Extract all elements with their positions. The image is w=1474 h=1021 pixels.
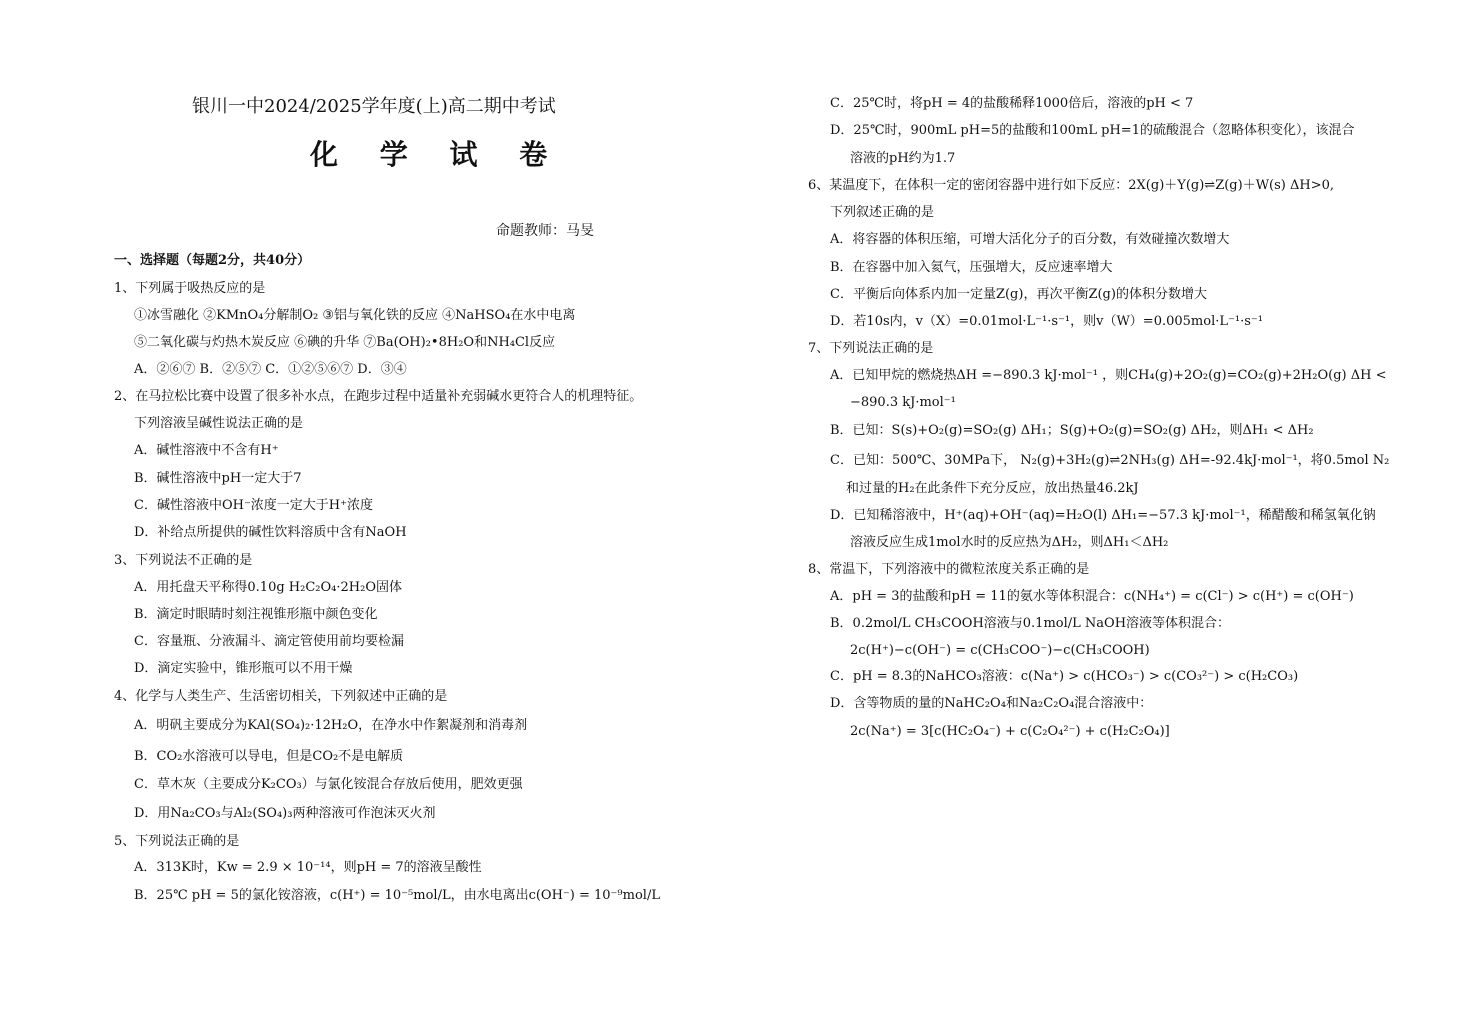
- q2-option-b: B．碱性溶液中pH一定大于7: [134, 471, 302, 486]
- q5-option-d: D．25℃时，900mL pH=5的盐酸和100mL pH=1的硫酸混合（忽略体积变化），该混合: [830, 123, 1355, 138]
- q4-option-d: D．用Na₂CO₃与Al₂(SO₄)₃两种溶液可作泡沫灭火剂: [134, 806, 436, 821]
- q2-stem: 2、在马拉松比赛中设置了很多补水点，在跑步过程中适量补充弱碱水更符合人的机理特征。: [114, 389, 643, 404]
- section-heading: 一、选择题（每题2分，共40分）: [114, 253, 311, 268]
- q6-stem-2: 下列叙述正确的是: [830, 205, 935, 220]
- q8-option-b: B．0.2mol/L CH₃COOH溶液与0.1mol/L NaOH溶液等体积混合：: [830, 616, 1231, 631]
- q5-option-d-cont: 溶液的pH约为1.7: [850, 151, 956, 166]
- q7-option-d: D．已知稀溶液中，H⁺(aq)+OH⁻(aq)=H₂O(l) ΔH₁=−57.3 kJ·mol⁻¹，稀醋酸和稀氢氧化钠: [830, 508, 1376, 523]
- q8-stem: 8、常温下，下列溶液中的微粒浓度关系正确的是: [808, 562, 1090, 577]
- q2-option-c: C．碱性溶液中OH⁻浓度一定大于H⁺浓度: [134, 498, 374, 513]
- q2-option-d: D．补给点所提供的碱性饮料溶质中含有NaOH: [134, 525, 407, 540]
- q7-stem: 7、下列说法正确的是: [808, 341, 934, 356]
- q3-option-d: D．滴定实验中，锥形瓶可以不用干燥: [134, 661, 353, 676]
- q4-option-a: A．明矾主要成分为KAl(SO₄)₂·12H₂O，在净水中作絮凝剂和消毒剂: [134, 718, 528, 733]
- q7-option-a-cont: −890.3 kJ·mol⁻¹: [850, 395, 956, 410]
- q8-option-d-cont: 2c(Na⁺) = 3[c(HC₂O₄⁻) + c(C₂O₄²⁻) + c(H₂C₂O₄)]: [850, 724, 1170, 739]
- q8-option-b-cont: 2c(H⁺)−c(OH⁻) = c(CH₃COO⁻)−c(CH₃COOH): [850, 643, 1150, 658]
- q1-stem: 1、下列属于吸热反应的是: [114, 281, 266, 296]
- q6-option-b: B．在容器中加入氦气，压强增大，反应速率增大: [830, 260, 1113, 275]
- q1-items-1: ①冰雪融化 ②KMnO₄分解制O₂ ③铝与氧化铁的反应 ④NaHSO₄在水中电离: [134, 308, 576, 323]
- subject-title: 化 学 试 卷: [310, 138, 564, 171]
- q8-option-d: D．含等物质的量的NaHC₂O₄和Na₂C₂O₄混合溶液中：: [830, 696, 1153, 711]
- q3-option-b: B．滴定时眼睛时刻注视锥形瓶中颜色变化: [134, 607, 378, 622]
- q6-option-a: A．将容器的体积压缩，可增大活化分子的百分数，有效碰撞次数增大: [830, 232, 1230, 247]
- q4-stem: 4、化学与人类生产、生活密切相关，下列叙述中正确的是: [114, 689, 448, 704]
- q3-option-a: A．用托盘天平称得0.10g H₂C₂O₄·2H₂O固体: [134, 580, 402, 595]
- author-line: 命题教师：马旻: [496, 223, 594, 239]
- q6-option-d: D．若10s内，v（X）=0.01mol·L⁻¹·s⁻¹，则v（W）=0.005mol·L⁻¹·s⁻¹: [830, 314, 1263, 329]
- q2-stem-2: 下列溶液呈碱性说法正确的是: [134, 416, 304, 431]
- q7-option-d-cont: 溶液反应生成1mol水时的反应热为ΔH₂，则ΔH₁＜ΔH₂: [850, 535, 1169, 550]
- q7-option-a: A．已知甲烷的燃烧热ΔH =−890.3 kJ·mol⁻¹ ，则CH₄(g)+2O₂(g)=CO₂(g)+2H₂O(g) ΔH <: [830, 368, 1387, 383]
- q5-option-b: B．25℃ pH = 5的氯化铵溶液，c(H⁺) = 10⁻⁵mol/L，由水电离出c(OH⁻) = 10⁻⁹mol/L: [134, 888, 660, 903]
- q3-option-c: C．容量瓶、分液漏斗、滴定管使用前均要检漏: [134, 634, 404, 649]
- q6-option-c: C．平衡后向体系内加一定量Z(g)，再次平衡Z(g)的体积分数增大: [830, 287, 1207, 302]
- exam-title: 银川一中2024/2025学年度(上)高二期中考试: [192, 96, 556, 117]
- q5-stem: 5、下列说法正确的是: [114, 834, 240, 849]
- q1-items-2: ⑤二氧化碳与灼热木炭反应 ⑥碘的升华 ⑦Ba(OH)₂•8H₂O和NH₄Cl反应: [134, 335, 556, 350]
- q4-option-c: C．草木灰（主要成分K₂CO₃）与氯化铵混合存放后使用，肥效更强: [134, 777, 523, 792]
- q7-option-c: C．已知：500℃、30MPa下， N₂(g)+3H₂(g)⇌2NH₃(g) ΔH=-92.4kJ·mol⁻¹，将0.5mol N₂: [830, 453, 1390, 468]
- q8-option-a: A．pH = 3的盐酸和pH = 11的氨水等体积混合：c(NH₄⁺) = c(Cl⁻) > c(H⁺) = c(OH⁻): [830, 589, 1354, 604]
- q7-option-c-cont: 和过量的H₂在此条件下充分反应，放出热量46.2kJ: [846, 481, 1139, 496]
- q2-option-a: A．碱性溶液中不含有H⁺: [134, 443, 279, 458]
- q5-option-a: A．313K时，Kw = 2.9 × 10⁻¹⁴，则pH = 7的溶液呈酸性: [134, 860, 482, 875]
- q3-stem: 3、下列说法不正确的是: [114, 553, 253, 568]
- q4-option-b: B．CO₂水溶液可以导电，但是CO₂不是电解质: [134, 749, 404, 764]
- q7-option-b: B．已知：S(s)+O₂(g)=SO₂(g) ΔH₁；S(g)+O₂(g)=SO₂(g) ΔH₂，则ΔH₁ < ΔH₂: [830, 423, 1314, 438]
- q5-option-c: C．25℃时，将pH = 4的盐酸稀释1000倍后，溶液的pH < 7: [830, 96, 1194, 111]
- q8-option-c: C．pH = 8.3的NaHCO₃溶液：c(Na⁺) > c(HCO₃⁻) > c(CO₃²⁻) > c(H₂CO₃): [830, 669, 1299, 684]
- q1-options: A．②⑥⑦ B．②⑤⑦ C．①②⑤⑥⑦ D．③④: [134, 362, 407, 377]
- q6-stem: 6、某温度下，在体积一定的密闭容器中进行如下反应：2X(g)＋Y(g)⇌Z(g)＋W(s) ΔH>0,: [808, 178, 1335, 193]
